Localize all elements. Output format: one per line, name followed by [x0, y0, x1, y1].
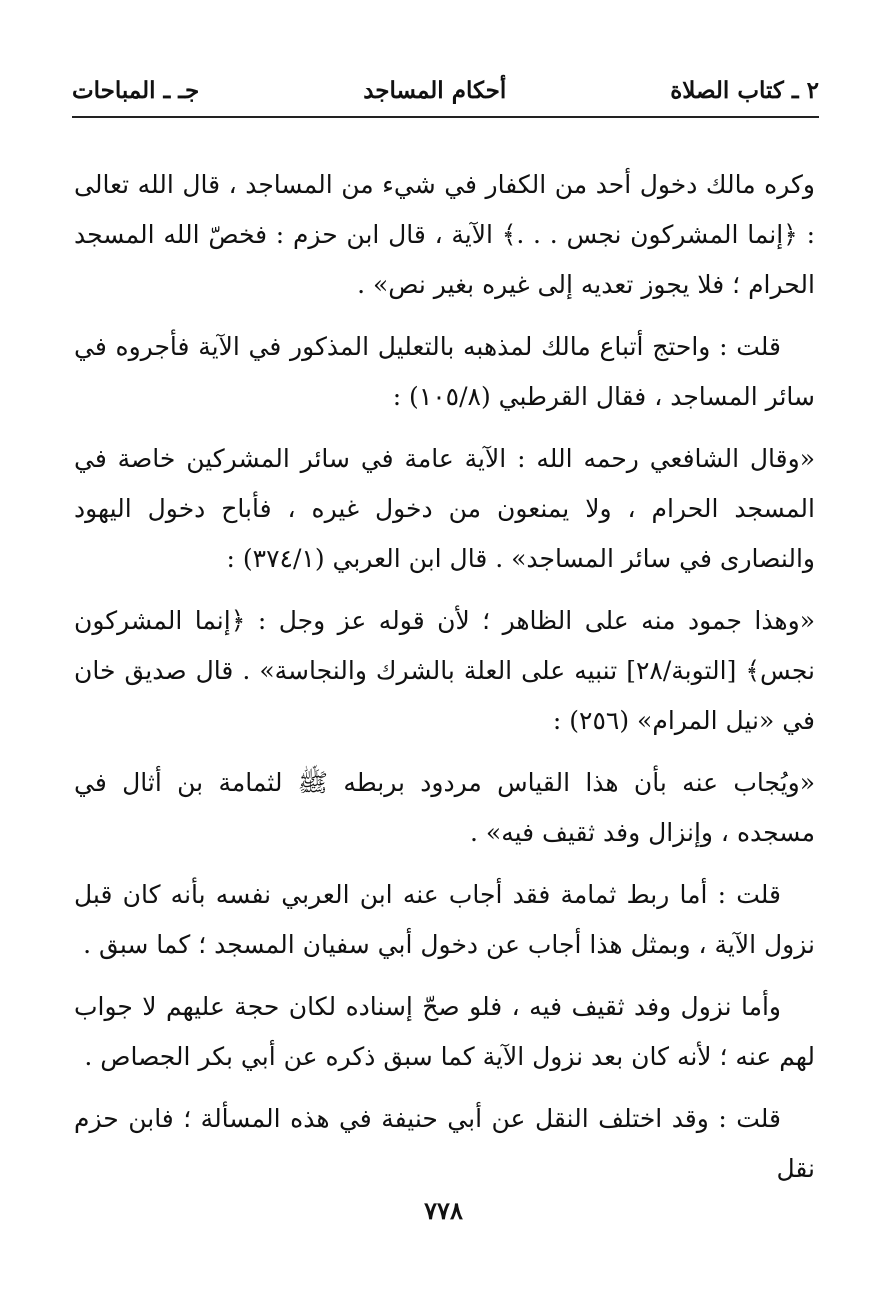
subsection-title: جـ ـ المباحات — [72, 77, 200, 104]
paragraph: وأما نزول وفد ثقيف فيه ، فلو صحّ إسناده لكان حجة عليهم لا جواب لهم عنه ؛ لأنه كان بعد نزول الآية كما سبق ذكره عن أبي بكر الجصاص . — [74, 992, 815, 1071]
paragraph: وكره مالك دخول أحد من الكفار في شيء من المساجد ، قال الله تعالى : ﴿إنما المشركون نجس . . .﴾ الآية ، قال ابن حزم : فخصّ الله المسجد الحرام ؛ فلا يجوز تعديه إلى غيره بغير نص» . — [74, 170, 815, 299]
quote-paragraph: «ويُجاب عنه بأن هذا القياس مردود بربطه ﷺ لثمامة بن أثال في مسجده ، وإنزال وفد ثقيف فيه» . — [74, 768, 815, 847]
paragraph: قلت : واحتج أتباع مالك لمذهبه بالتعليل المذكور في الآية فأجروه في سائر المساجد ، فقال القرطبي (١٠٥/٨) : — [74, 332, 815, 411]
body-text — [74, 160, 815, 1206]
section-title: أحكام المساجد — [363, 77, 507, 104]
running-header — [72, 64, 819, 104]
quote-paragraph: «وقال الشافعي رحمه الله : الآية عامة في سائر المشركين خاصة في المسجد الحرام ، ولا يمنعون من دخول غيره ، فأباح دخول اليهود والنصارى في سائر المساجد» . قال ابن العربي (٣٧٤/١) : — [74, 444, 815, 573]
chapter-title: ٢ ـ كتاب الصلاة — [670, 77, 819, 104]
header-rule — [72, 116, 819, 118]
paragraph: قلت : أما ربط ثمامة فقد أجاب عنه ابن العربي نفسه بأنه كان قبل نزول الآية ، وبمثل هذا أجاب عن دخول أبي سفيان المسجد ؛ كما سبق . — [74, 880, 815, 959]
paragraph: قلت : وقد اختلف النقل عن أبي حنيفة في هذه المسألة ؛ فابن حزم نقل — [74, 1104, 815, 1183]
quote-paragraph: «وهذا جمود منه على الظاهر ؛ لأن قوله عز وجل : ﴿إنما المشركون نجس﴾ [التوبة/٢٨] تنبيه على العلة بالشرك والنجاسة» . قال صديق خان في «نيل المرام» (٢٥٦) : — [74, 606, 816, 735]
page-number: ٧٧٨ — [424, 1196, 463, 1225]
